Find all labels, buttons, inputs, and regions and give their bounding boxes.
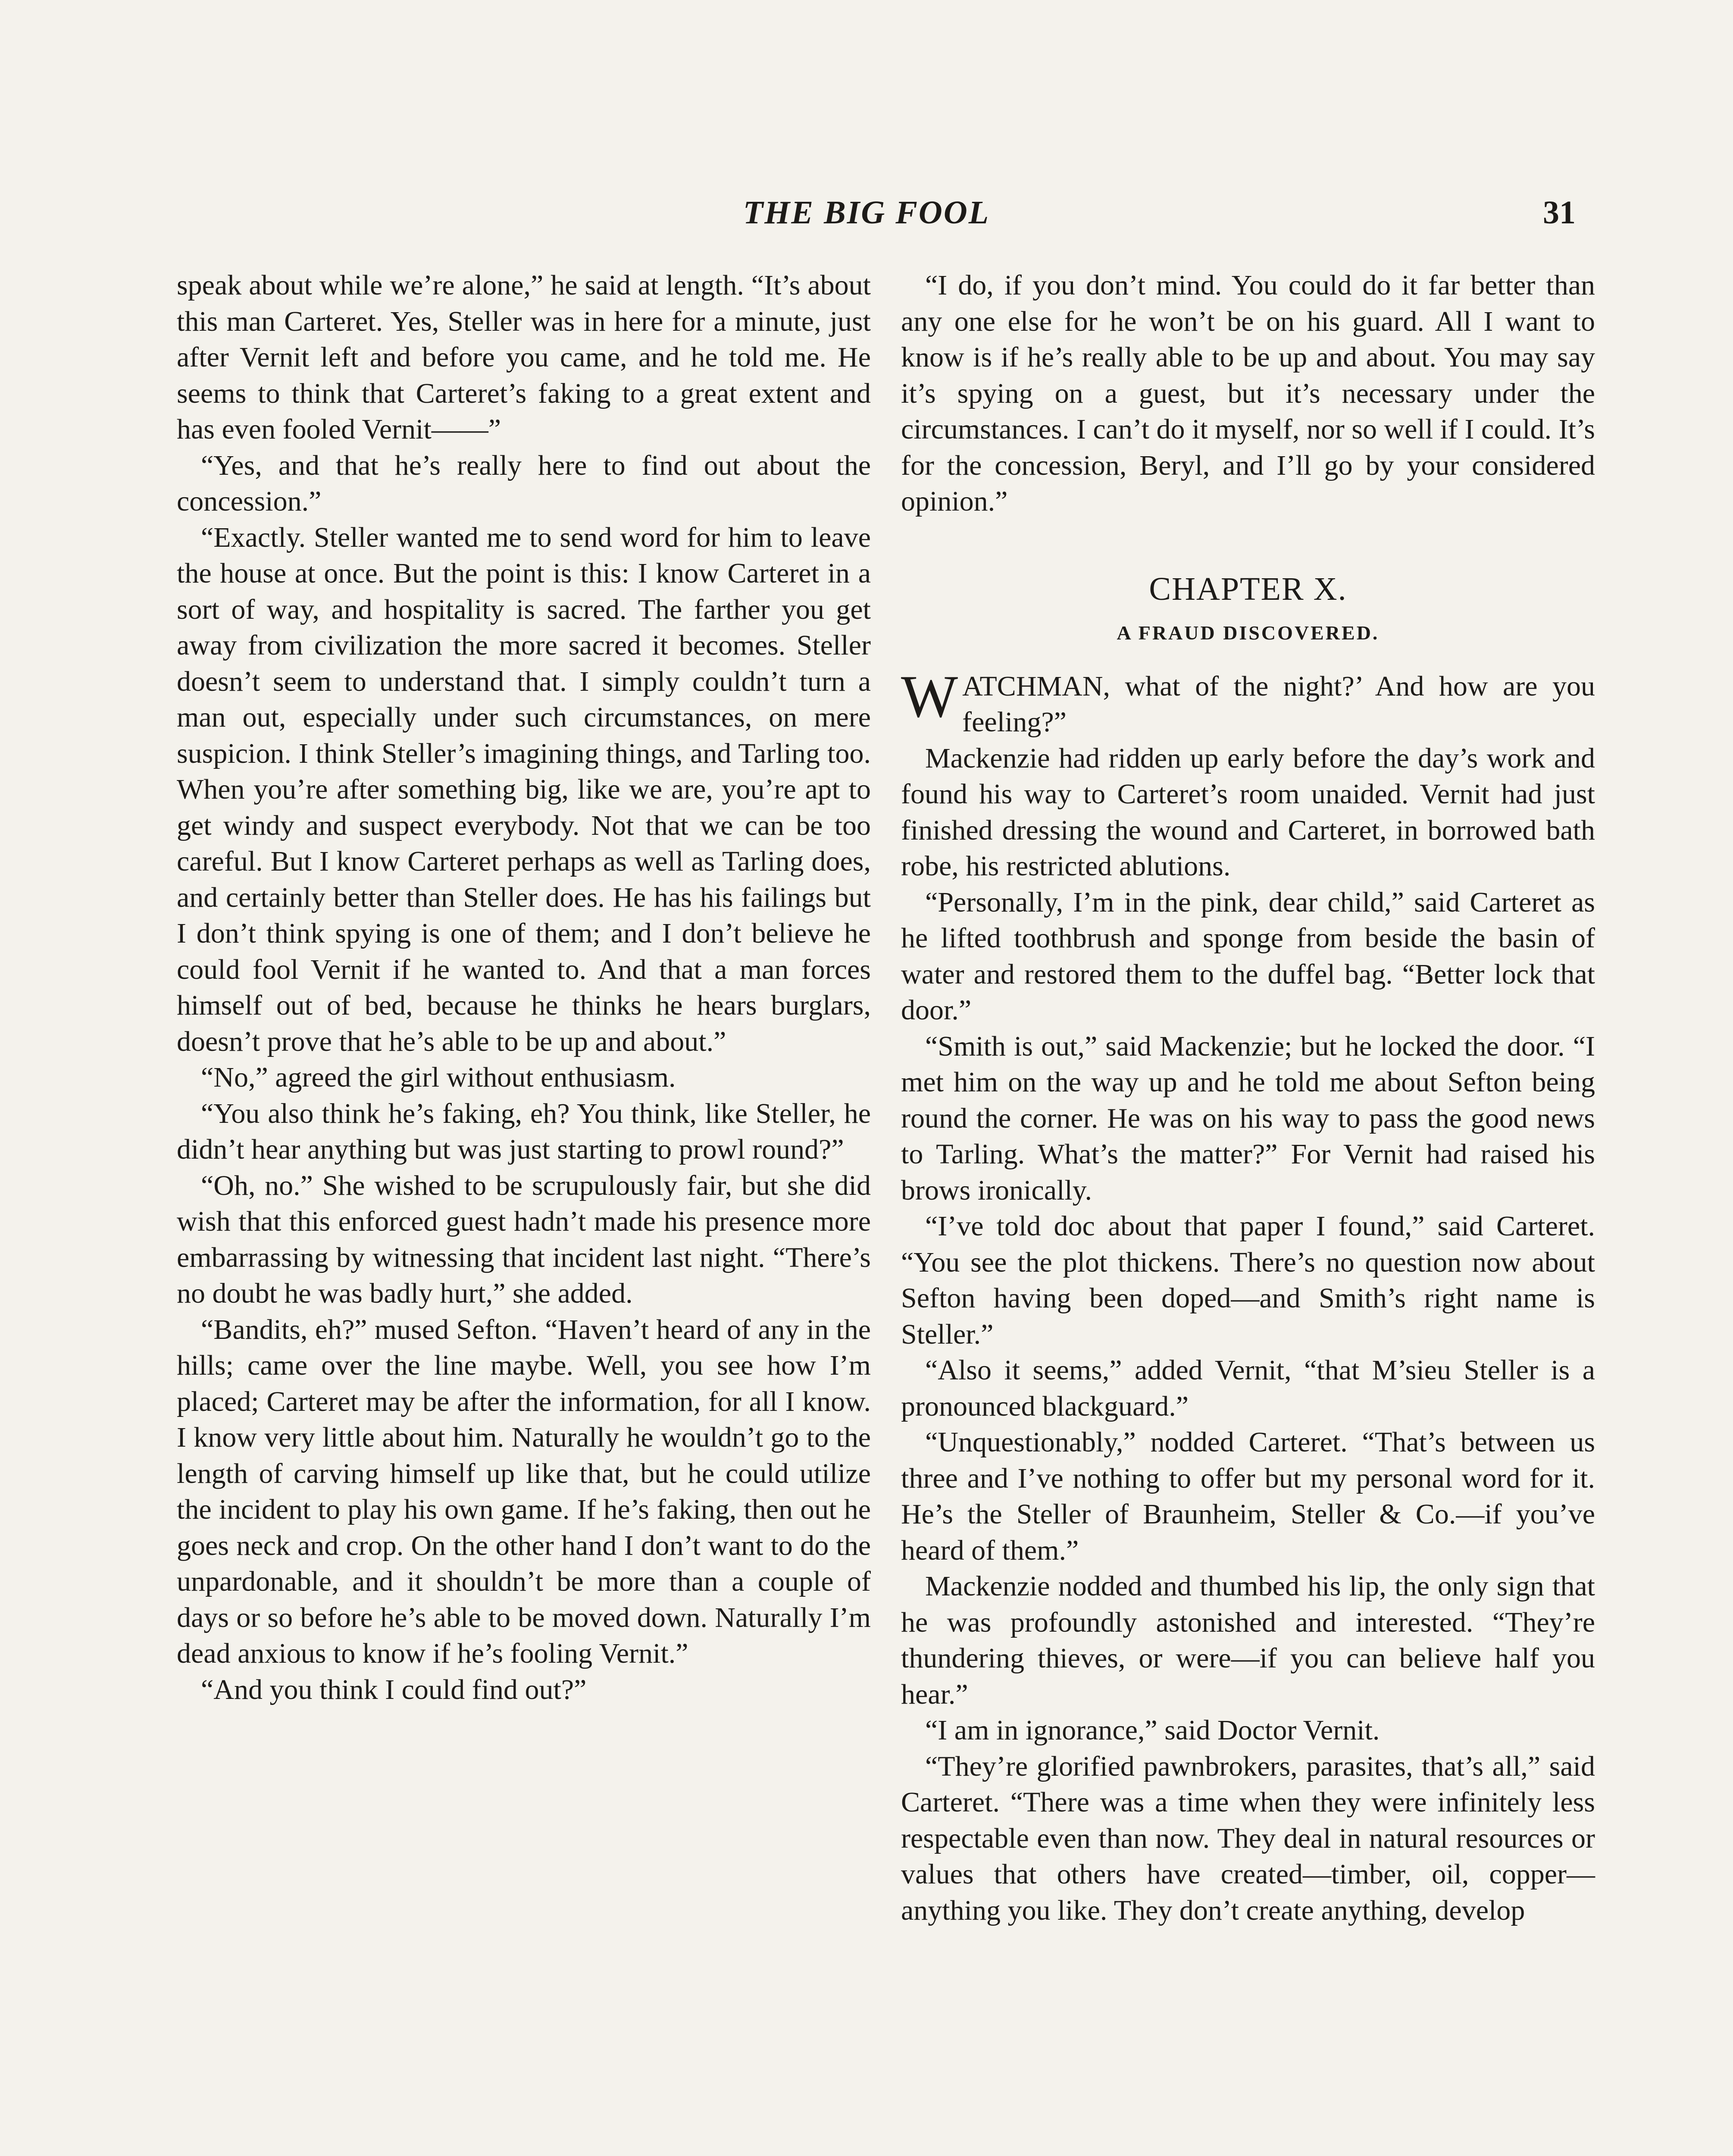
paragraph: “Exactly. Steller wanted me to send word for him to leave the house at once. But the point is this: I know Carteret in a sort of way, and hospitality is sacred. The farther you get away from civilization the more sacred it becomes. Steller doesn’t seem to understand that. I simply couldn’t turn a man out, especially under such circumstances, on mere suspicion. I think Steller’s imagining things, and Tarling too. When you’re after something big, like we are, you’re apt to get windy and suspect everybody. Not that we can be too careful. But I know Carteret perhaps as well as Tarling does, and certainly better than Steller does. He has his failings but I don’t think spying is one of them; and I don’t believe he could fool Vernit if he wanted to. And that a man forces himself out of bed, because he thinks he hears burglars, doesn’t prove that he’s able to be up and about.” [177,521,871,1057]
paragraph: “You also think he’s faking, eh? You think, like Steller, he didn’t hear anything but was just starting to prowl round?” [177,1097,871,1165]
left-column [177,267,871,1708]
running-title: THE BIG FOOL [743,194,990,231]
paragraph: “Oh, no.” She wished to be scrupulously fair, but she did wish that this enforced guest hadn’t made his presence more embarrassing by witnessing that incident last night. “There’s no doubt he was badly hurt,” she added. [177,1169,871,1309]
paragraph: “No,” agreed the girl without enthusiasm. [201,1062,676,1093]
paragraph: “I am in ignorance,” said Doctor Vernit. [925,1714,1380,1746]
paragraph: Mackenzie had ridden up early before the day’s work and found his way to Carteret’s room unaided. Vernit had just finished dressing the wound and Carteret, in borrowed bath robe, his restricted ablutions. [901,742,1595,882]
page-header [0,194,1733,237]
chapter-subtitle: A FRAUD DISCOVERED. [1117,622,1380,644]
opening-text: ATCHMAN, what of the night?’ And how are you feeling?” [962,670,1595,738]
paragraph: “Bandits, eh?” mused Sefton. “Haven’t heard of any in the hills; came over the line maybe. Well, you see how I’m placed; Carteret may be after the information, for all I know. I know very little about him. Naturally he wouldn’t go to the length of carving himself up like that, but he could utilize the incident to play his own game. If he’s faking, then out he goes neck and crop. On the other hand I don’t want to do the unpardonable, and it shouldn’t be more than a couple of days or so before he’s able to be moved down. Naturally I’m dead anxious to know if he’s fooling Vernit.” [177,1313,871,1669]
paragraph: “Also it seems,” added Vernit, “that M’sieu Steller is a pronounced blackguard.” [901,1354,1595,1422]
paragraph: “And you think I could find out?” [201,1673,587,1705]
drop-cap: W [901,663,958,730]
paragraph: “I do, if you don’t mind. You could do it far better than any one else for he won’t be on his guard. All I want to know is if he’s really able to be up and about. You may say it’s spying on a guest, but it’s necessary under the circumstances. I can’t do it myself, nor so well if I could. It’s for the concession, Beryl, and I’ll go by your considered opinion.” [901,270,1595,517]
paragraph: “Yes, and that he’s really here to find out about the concession.” [177,449,871,517]
chapter-title: CHAPTER X. [1149,570,1347,607]
paragraph: “I’ve told doc about that paper I found,” said Carteret. “You see the plot thickens. There’s no question now about Sefton having been doped—and Smith’s right name is Steller.” [901,1210,1595,1350]
right-column [901,267,1595,1928]
paragraph: “They’re glorified pawnbrokers, parasites, that’s all,” said Carteret. “There was a time when they were infinitely less respectable even than now. They deal in natural resources or values that others have created—timber, oil, copper—anything you like. They don’t create anything, develop [901,1750,1595,1926]
paragraph: “Unquestionably,” nodded Carteret. “That’s between us three and I’ve nothing to offer but my personal word for it. He’s the Steller of Braunheim, Steller & Co.—if you’ve heard of them.” [901,1426,1595,1566]
paragraph: Mackenzie nodded and thumbed his lip, the only sign that he was profoundly astonished and interested. “They’re thundering thieves, or were—if you can believe half you hear.” [901,1570,1595,1710]
paragraph: “Personally, I’m in the pink, dear child,” said Carteret as he lifted toothbrush and sponge from beside the basin of water and restored them to the duffel bag. “Better lock that door.” [901,886,1595,1026]
chapter-opening-paragraph [901,663,1595,740]
paragraph: speak about while we’re alone,” he said at length. “It’s about this man Carteret. Yes, Steller was in here for a minute, just after Vernit left and before you came, and he told me. He seems to think that Carteret’s faking to a great extent and has even fooled Vernit——” [177,270,871,445]
paragraph: “Smith is out,” said Mackenzie; but he locked the door. “I met him on the way up and he told me about Sefton being round the corner. He was on his way to pass the good news to Tarling. What’s the matter?” For Vernit had raised his brows ironically. [901,1030,1595,1206]
page-number: 31 [1543,194,1576,231]
